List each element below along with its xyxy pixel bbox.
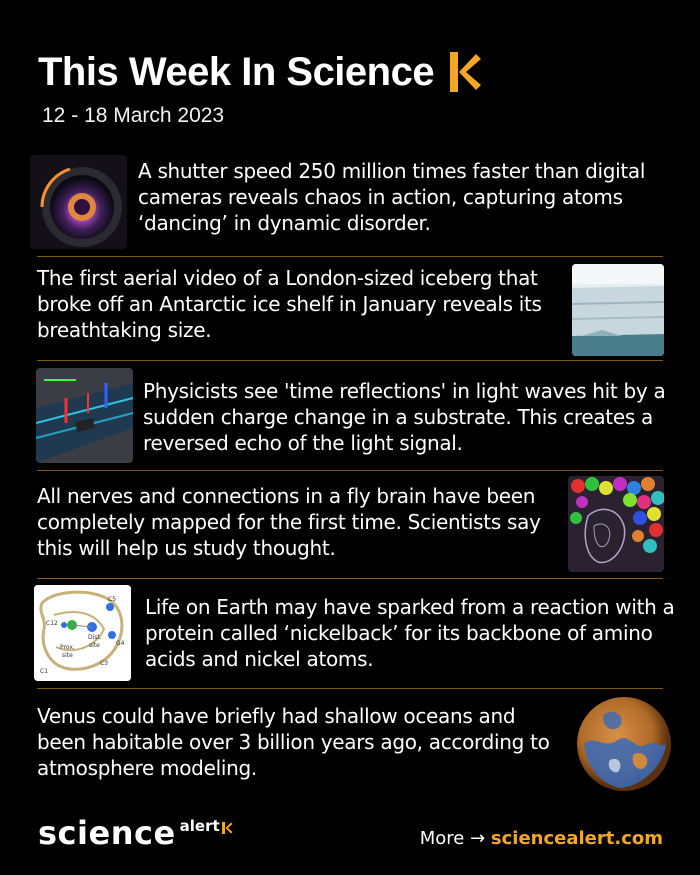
story-item[interactable]	[0, 155, 700, 250]
diagram-label: C5	[108, 596, 117, 603]
brand-sub: alert	[179, 817, 220, 835]
divider	[37, 578, 663, 579]
diagram-label: C3	[100, 660, 109, 667]
diagram-label: G4	[116, 640, 125, 647]
more-link[interactable]	[420, 828, 663, 849]
story-item[interactable]	[0, 264, 700, 356]
fly-brain-image	[568, 476, 664, 572]
sciencealert-k-icon	[446, 50, 482, 94]
story-text: Venus could have briefly had shallow oceans and been habitable over 3 billion years ago, according to atmosphere modeling.	[37, 704, 550, 780]
story-text: The first aerial video of a London-sized iceberg that broke off an Antarctic ice shelf in January reveals its breathtaking size.	[37, 266, 542, 342]
story-item[interactable]	[0, 585, 700, 681]
diagram-label: C1	[40, 668, 49, 675]
story-item[interactable]	[0, 476, 700, 574]
camera-lens-image	[30, 155, 127, 249]
sciencealert-k-icon	[221, 821, 233, 835]
divider	[37, 470, 663, 471]
diagram-label: Prox.	[60, 644, 75, 651]
story-text: All nerves and connections in a fly brain have been completely mapped for the first time. Scientists say this will help us study thought.	[37, 484, 541, 560]
diagram-label: C12	[46, 620, 58, 627]
protein-diagram-image	[34, 585, 131, 681]
diagram-label: site	[62, 652, 73, 659]
divider	[37, 256, 663, 257]
divider	[37, 360, 663, 361]
story-text: Physicists see 'time reflections' in light waves hit by a sudden charge change in a substrate. This creates a reversed echo of the light signal.	[143, 379, 666, 455]
circuit-light-image	[36, 368, 133, 463]
story-item[interactable]	[0, 368, 700, 464]
story-text: A shutter speed 250 million times faster than digital cameras reveals chaos in action, capturing atoms ‘dancing’ in dynamic disorder.	[138, 159, 646, 235]
brand-name: science	[38, 814, 176, 852]
iceberg-image	[572, 264, 664, 356]
header	[38, 48, 482, 128]
venus-planet-image	[574, 694, 674, 794]
story-item[interactable]	[0, 694, 700, 794]
diagram-label: Dist.	[88, 634, 102, 641]
divider	[37, 688, 663, 689]
more-label: More →	[419, 828, 486, 849]
page-title: This Week In Science	[38, 50, 435, 94]
diagram-label: site	[89, 642, 100, 649]
sciencealert-logo[interactable]	[38, 815, 233, 851]
site-url[interactable]: sciencealert.com	[490, 828, 663, 849]
story-text: Life on Earth may have sparked from a reaction with a protein called ‘nickelback’ for its backbone of amino acids and nickel atoms.	[145, 595, 675, 671]
date-range: 12 - 18 March 2023	[42, 104, 225, 127]
